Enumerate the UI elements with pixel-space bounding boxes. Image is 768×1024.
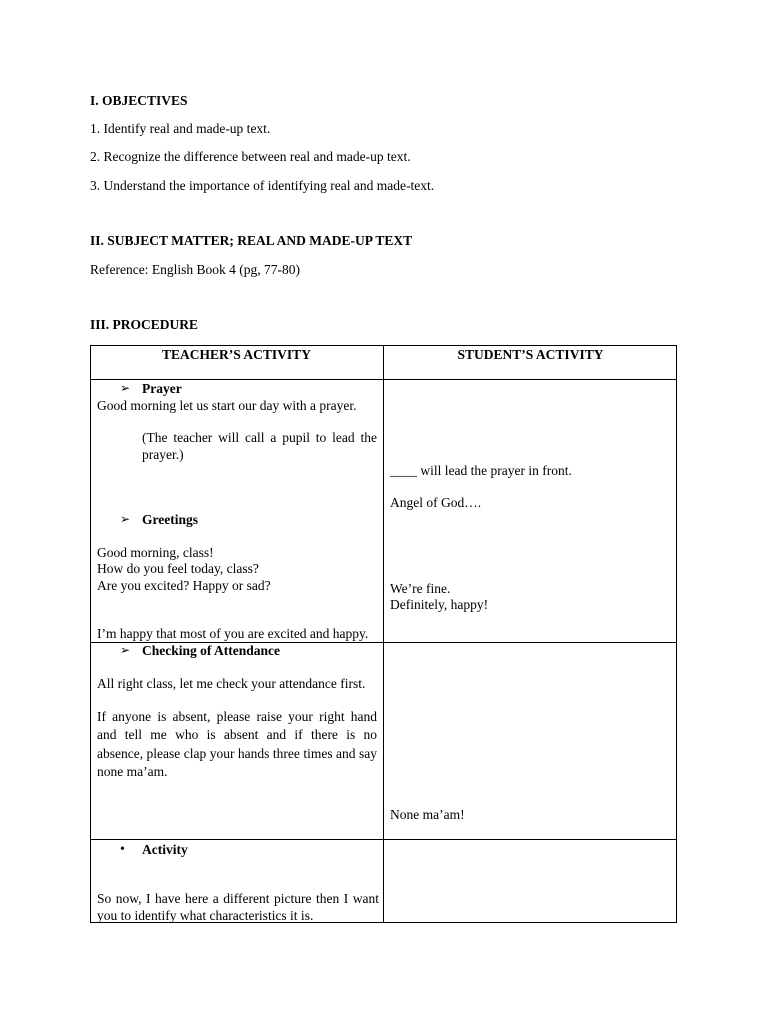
subject-matter-heading: II. SUBJECT MATTER; REAL AND MADE-UP TEXT xyxy=(90,233,413,248)
student-happy: Definitely, happy! xyxy=(390,597,489,612)
table-row-divider xyxy=(90,839,677,840)
table-column-divider xyxy=(383,345,384,923)
greetings-line-2: How do you feel today, class? xyxy=(97,561,259,576)
student-none-maam: None ma’am! xyxy=(390,807,465,822)
greetings-line-1: Good morning, class! xyxy=(97,545,214,560)
table-border-left xyxy=(90,345,91,923)
attendance-text-1: All right class, let me check your attendance first. xyxy=(97,676,366,691)
teacher-activity-header: TEACHER’S ACTIVITY xyxy=(162,347,311,362)
student-prayer: Angel of God…. xyxy=(390,495,482,510)
activity-text: So now, I have here a different picture then I want you to identify what characteristics it is. xyxy=(97,891,379,923)
attendance-text-2: If anyone is absent, please raise your right hand and tell me who is absent and if there is no absence, please clap your hands three times and say none ma’am. xyxy=(97,709,377,779)
activity-label: Activity xyxy=(142,842,188,857)
objective-item-2: 2. Recognize the difference between real and made-up text. xyxy=(90,149,411,164)
prayer-label: Prayer xyxy=(142,381,182,396)
prayer-text: Good morning let us start our day with a prayer. xyxy=(97,398,357,413)
procedure-heading: III. PROCEDURE xyxy=(90,317,199,332)
dot-bullet-icon: • xyxy=(120,842,125,857)
procedure-table xyxy=(90,345,677,923)
objectives-heading: I. OBJECTIVES xyxy=(90,93,188,108)
objective-item-3: 3. Understand the importance of identifying real and made-text. xyxy=(90,178,435,193)
greetings-label: Greetings xyxy=(142,512,198,527)
arrow-bullet-icon: ➢ xyxy=(120,643,131,657)
arrow-bullet-icon: ➢ xyxy=(120,381,131,395)
reference-text: Reference: English Book 4 (pg, 77-80) xyxy=(90,262,300,277)
student-fine: We’re fine. xyxy=(390,581,451,596)
greetings-close: I’m happy that most of you are excited and happy. xyxy=(97,626,369,641)
greetings-line-3: Are you excited? Happy or sad? xyxy=(97,578,271,593)
prayer-note: (The teacher will call a pupil to lead the prayer.) xyxy=(142,430,377,462)
table-border-right xyxy=(676,345,677,923)
objective-item-1: 1. Identify real and made-up text. xyxy=(90,121,271,136)
arrow-bullet-icon: ➢ xyxy=(120,512,131,526)
student-lead-prayer: ____ will lead the prayer in front. xyxy=(390,463,572,478)
attendance-label: Checking of Attendance xyxy=(142,643,280,658)
student-activity-header: STUDENT’S ACTIVITY xyxy=(457,347,604,362)
